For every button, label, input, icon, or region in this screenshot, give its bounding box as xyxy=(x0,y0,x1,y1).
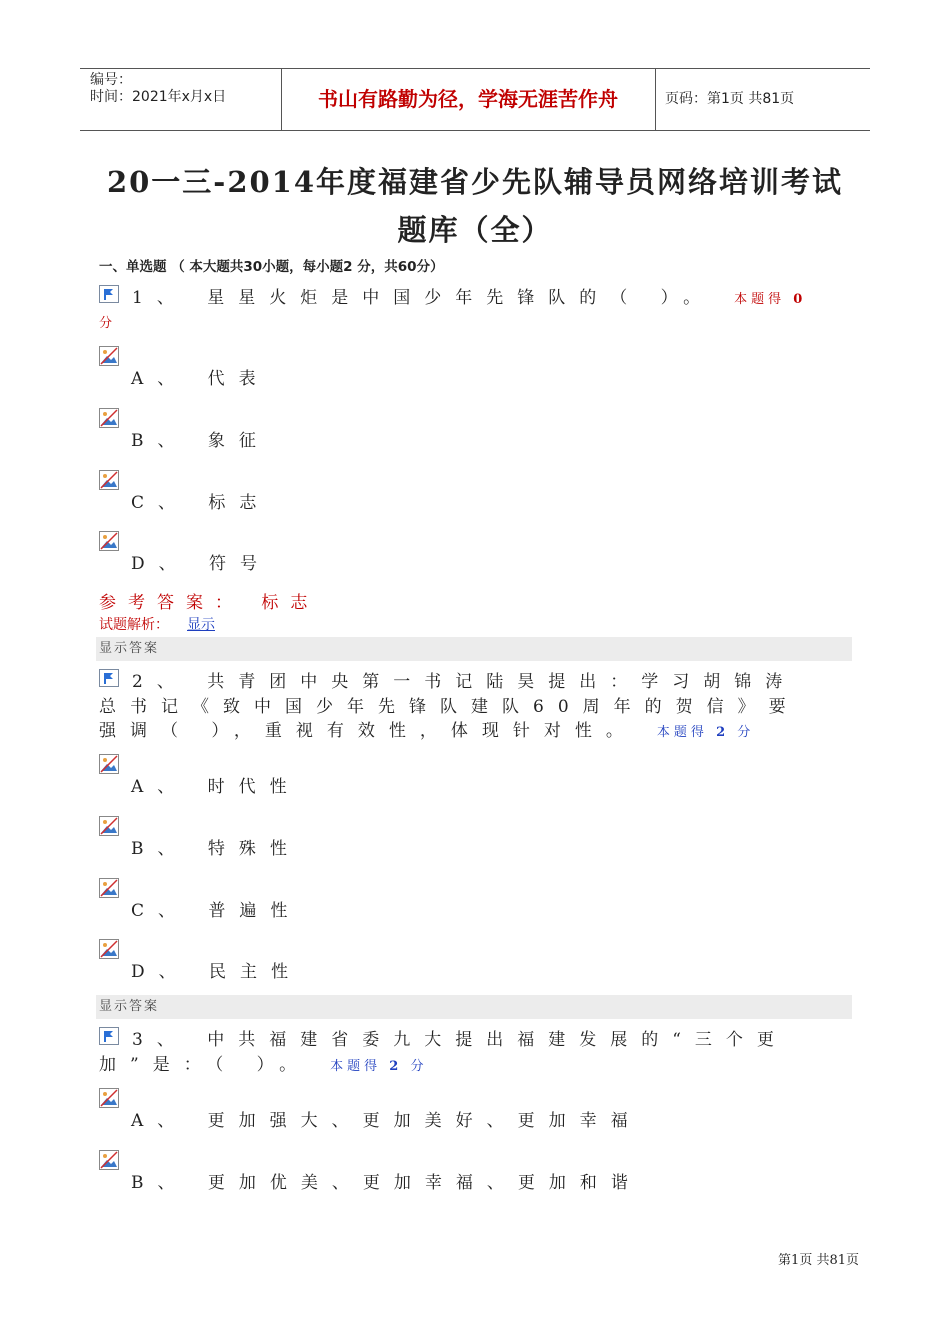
option-a[interactable]: A、 更加强大、更加美好、更加幸福 xyxy=(131,1111,642,1131)
reference-answer: 参考答案： 标志 xyxy=(99,593,320,613)
question-text-line: 强调（ ），重视有效性，体现针对性。 xyxy=(99,721,637,741)
show-analysis-link[interactable]: 显示 xyxy=(187,617,215,633)
doc-title-line2: 题库（全） xyxy=(397,213,553,247)
doc-title-line1: 20一三-2014年度福建省少先队辅导员网络培训考试 xyxy=(106,165,844,199)
option-a[interactable]: A、 代表 xyxy=(131,369,270,389)
broken-image-icon[interactable] xyxy=(99,816,119,836)
score-unit: 分 xyxy=(99,316,113,331)
question-text-line: 加”是：（ ）。 xyxy=(99,1054,311,1075)
broken-image-icon[interactable] xyxy=(99,754,119,774)
score-label xyxy=(330,1059,427,1074)
code-label: 编号： xyxy=(90,72,132,88)
option-b[interactable]: B、 更加优美、更加幸福、更加和谐 xyxy=(131,1173,642,1193)
broken-image-icon[interactable] xyxy=(99,1088,119,1108)
question-1 xyxy=(99,286,834,313)
time-label: 时间：2021年x月x日 xyxy=(90,89,227,105)
option-c[interactable]: C、 标志 xyxy=(131,493,271,513)
section-heading: 一、单选题 （ 本大题共30小题，每小题2 分，共60分） xyxy=(99,259,444,275)
broken-image-icon[interactable] xyxy=(99,346,119,366)
header-meta xyxy=(80,69,280,130)
option-d[interactable]: D、 民主性 xyxy=(131,962,303,982)
broken-image-icon[interactable] xyxy=(99,939,119,959)
question-text-line: 3、 中共福建省委九大提出福建发展的“三个更 xyxy=(132,1030,788,1050)
question-2 xyxy=(99,670,834,746)
score-unit: 分 xyxy=(410,1058,428,1074)
broken-image-icon[interactable] xyxy=(99,531,119,551)
analysis-row xyxy=(99,614,215,634)
option-b[interactable]: B、 特殊性 xyxy=(131,839,301,859)
broken-image-icon[interactable] xyxy=(99,878,119,898)
score-value: 0 xyxy=(793,292,807,307)
analysis-label: 试题解析： xyxy=(99,617,169,633)
option-a[interactable]: A、 时代性 xyxy=(131,777,301,797)
score-label xyxy=(734,292,806,307)
score-label xyxy=(657,725,754,740)
option-c[interactable]: C、 普遍性 xyxy=(131,901,302,921)
score-value: 2 xyxy=(389,1058,403,1074)
score-unit: 分 xyxy=(737,725,755,740)
question-text-line: 总书记《致中国少年先锋队建队60周年的贺信》要 xyxy=(99,696,800,717)
divider xyxy=(655,69,656,130)
page-footer: 第1页 共81页 xyxy=(778,1253,859,1268)
broken-image-icon[interactable] xyxy=(99,1150,119,1170)
show-answer-bar[interactable]: 显示答案 xyxy=(96,995,852,1019)
score-value: 2 xyxy=(716,725,730,740)
show-answer-bar[interactable]: 显示答案 xyxy=(96,637,852,661)
score-text: 本题得 xyxy=(656,725,708,740)
page-number: 页码：第1页 共81页 xyxy=(665,91,795,107)
option-d[interactable]: D、 符号 xyxy=(131,554,272,574)
header-table xyxy=(80,68,870,131)
question-text-line: 2、 共青团中央第一书记陆昊提出：学习胡锦涛 xyxy=(132,672,797,692)
question-3 xyxy=(99,1028,834,1079)
broken-image-icon[interactable] xyxy=(99,408,119,428)
broken-image-icon[interactable] xyxy=(99,470,119,490)
score-text: 本题得 xyxy=(330,1058,382,1074)
score-text: 本题得 xyxy=(734,292,786,307)
motto: 书山有路勤为径，学海无涯苦作舟 xyxy=(318,87,618,111)
question-text: 1、 星星火炬是中国少年先锋队的（ ）。 xyxy=(132,288,715,308)
option-b[interactable]: B、 象征 xyxy=(131,431,270,451)
